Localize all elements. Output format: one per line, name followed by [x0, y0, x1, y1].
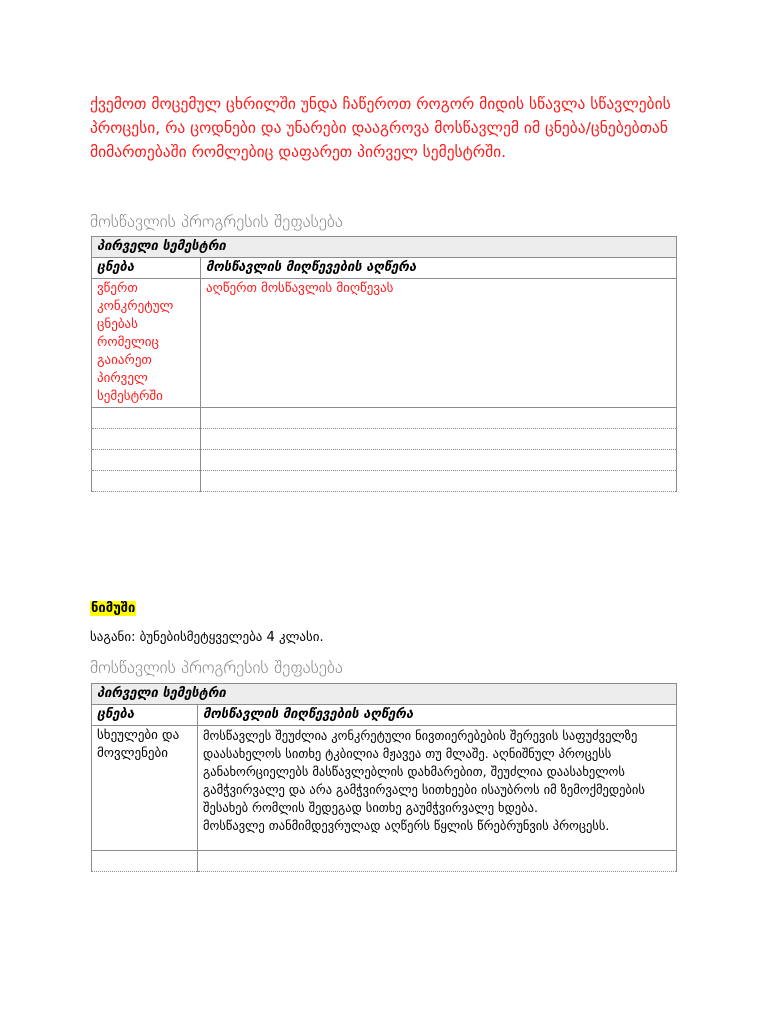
- section-heading: მოსწავლის პროგრესის შეფასება: [90, 212, 343, 232]
- empty-cell[interactable]: [92, 429, 201, 450]
- semester-header: პირველი სემესტრი: [92, 684, 677, 705]
- instructions-text: ქვემოთ მოცემულ ცხრილში უნდა ჩაწეროთ როგორ მიდის სწავლა სწავლების პროცესი, რა ცოდნები და უნარები დააგროვა მოსწავლემ იმ ცნება/ცნებებთან მიმართებაში რომლებიც დაფარეთ პირველ სემესტრში.: [90, 95, 671, 161]
- empty-cell[interactable]: [92, 471, 201, 492]
- concept-cell[interactable]: ვწერთ კონკრეტულ ცნებას რომელიც გაიარეთ პირველ სემესტრში: [92, 279, 201, 408]
- column-header-description: მოსწავლის მიღწევების აღწერა: [198, 705, 677, 726]
- sample-label: ნიმუში: [91, 601, 136, 616]
- progress-table: [91, 236, 677, 492]
- description-text: მოსწავლე თანმიმდევრულად აღწერს წყლის წრებრუნვის პროცესს.: [203, 818, 610, 833]
- empty-cell[interactable]: [92, 450, 201, 471]
- description-cell[interactable]: აღწერთ მოსწავლის მიღწევას: [201, 279, 677, 408]
- concept-cell[interactable]: სხეულები და მოვლენები: [92, 726, 198, 851]
- empty-cell[interactable]: [201, 408, 677, 429]
- empty-cell[interactable]: [201, 450, 677, 471]
- column-header-concept: ცნება: [92, 258, 201, 279]
- description-cell[interactable]: [198, 726, 677, 851]
- empty-cell[interactable]: [201, 471, 677, 492]
- empty-cell[interactable]: [92, 408, 201, 429]
- empty-cell[interactable]: [198, 851, 677, 872]
- column-header-concept: ცნება: [92, 705, 198, 726]
- semester-header: პირველი სემესტრი: [92, 237, 677, 258]
- empty-cell[interactable]: [92, 851, 198, 872]
- section-heading: მოსწავლის პროგრესის შეფასება: [90, 658, 343, 678]
- empty-cell[interactable]: [201, 429, 677, 450]
- sample-progress-table: [91, 683, 677, 872]
- column-header-description: მოსწავლის მიღწევების აღწერა: [201, 258, 677, 279]
- description-text: მოსწავლეს შეუძლია კონკრეტული ნივთიერებების შერევის საფუძველზე დაასახელოს სითხე ტკბილია მჟავეა თუ მლაშე. აღნიშნულ პროცესს განახორციელებს მასწავლებლის დახმარებით, შეუძლია დაასახელოს გამჭვირვალე და არა გამჭვირვალე სითხეები ისაუბროს იმ ზემოქმედების შესახებ რომლის შედეგად სითხე გაუმჭვირვალე ხდება.: [203, 728, 645, 815]
- subject-line: საგანი: ბუნებისმეტყველება 4 კლასი.: [90, 630, 324, 645]
